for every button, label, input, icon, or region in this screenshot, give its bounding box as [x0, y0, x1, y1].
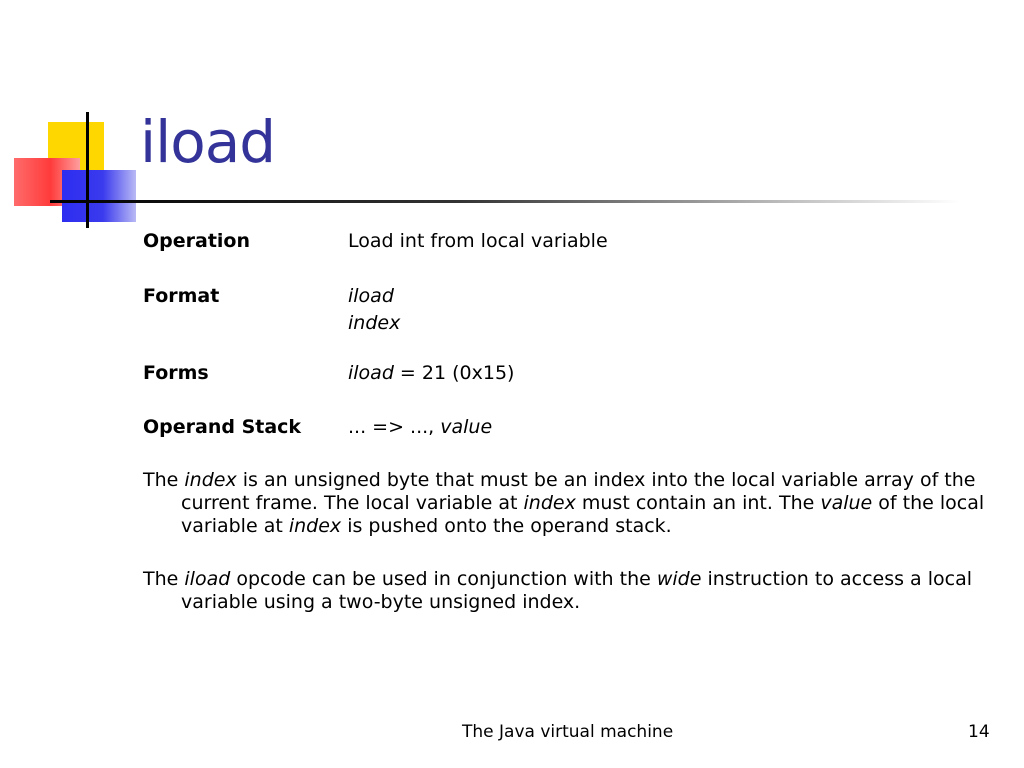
para1-italic-3: value: [820, 492, 873, 514]
operand-stack-label: Operand Stack: [143, 416, 302, 438]
slide-logo: [0, 0, 160, 240]
page-number: 14: [968, 722, 990, 742]
para1-text-2: is an unsigned byte that must be an index into the local variable array of the current frame. The local variable at: [181, 469, 982, 514]
forms-code: = 21 (0x15): [393, 362, 515, 384]
para2-text-3: instruction to access a local variable using a two-byte unsigned index.: [181, 568, 979, 613]
description-paragraph-2: [143, 568, 1024, 614]
description-paragraph-1: [143, 469, 1024, 538]
forms-value: [348, 360, 514, 387]
forms-mnemonic: iload: [348, 362, 394, 384]
logo-blue-square: [62, 170, 136, 222]
para1-italic-4: index: [288, 515, 342, 537]
title-underline: [50, 200, 960, 203]
format-line-1: iload: [348, 285, 394, 307]
para1-text-1: The: [143, 469, 185, 491]
operand-stack-prefix: ... => ...,: [348, 416, 441, 438]
para2-text-2: opcode can be used in conjunction with the: [230, 568, 657, 590]
format-line-2: index: [348, 312, 401, 334]
para1-italic-1: index: [184, 469, 237, 491]
operand-stack-result: value: [440, 416, 493, 438]
forms-label: Forms: [143, 362, 209, 384]
para2-text-1: The: [143, 568, 185, 590]
para2-italic-1: iload: [184, 568, 231, 590]
para1-text-4: of the local variable at: [181, 492, 991, 537]
footer-title: The Java virtual machine: [462, 722, 674, 742]
format-label: Format: [143, 285, 220, 307]
slide-title: iload: [140, 108, 276, 176]
para2-italic-2: wide: [656, 568, 702, 590]
para1-text-3: must contain an int. The: [575, 492, 821, 514]
operation-label: Operation: [143, 230, 251, 252]
logo-vertical-line: [86, 112, 89, 228]
para1-italic-2: index: [523, 492, 576, 514]
operand-stack-value: [348, 414, 492, 441]
operation-value: Load int from local variable: [348, 230, 608, 252]
para1-text-5: is pushed onto the operand stack.: [341, 515, 672, 537]
